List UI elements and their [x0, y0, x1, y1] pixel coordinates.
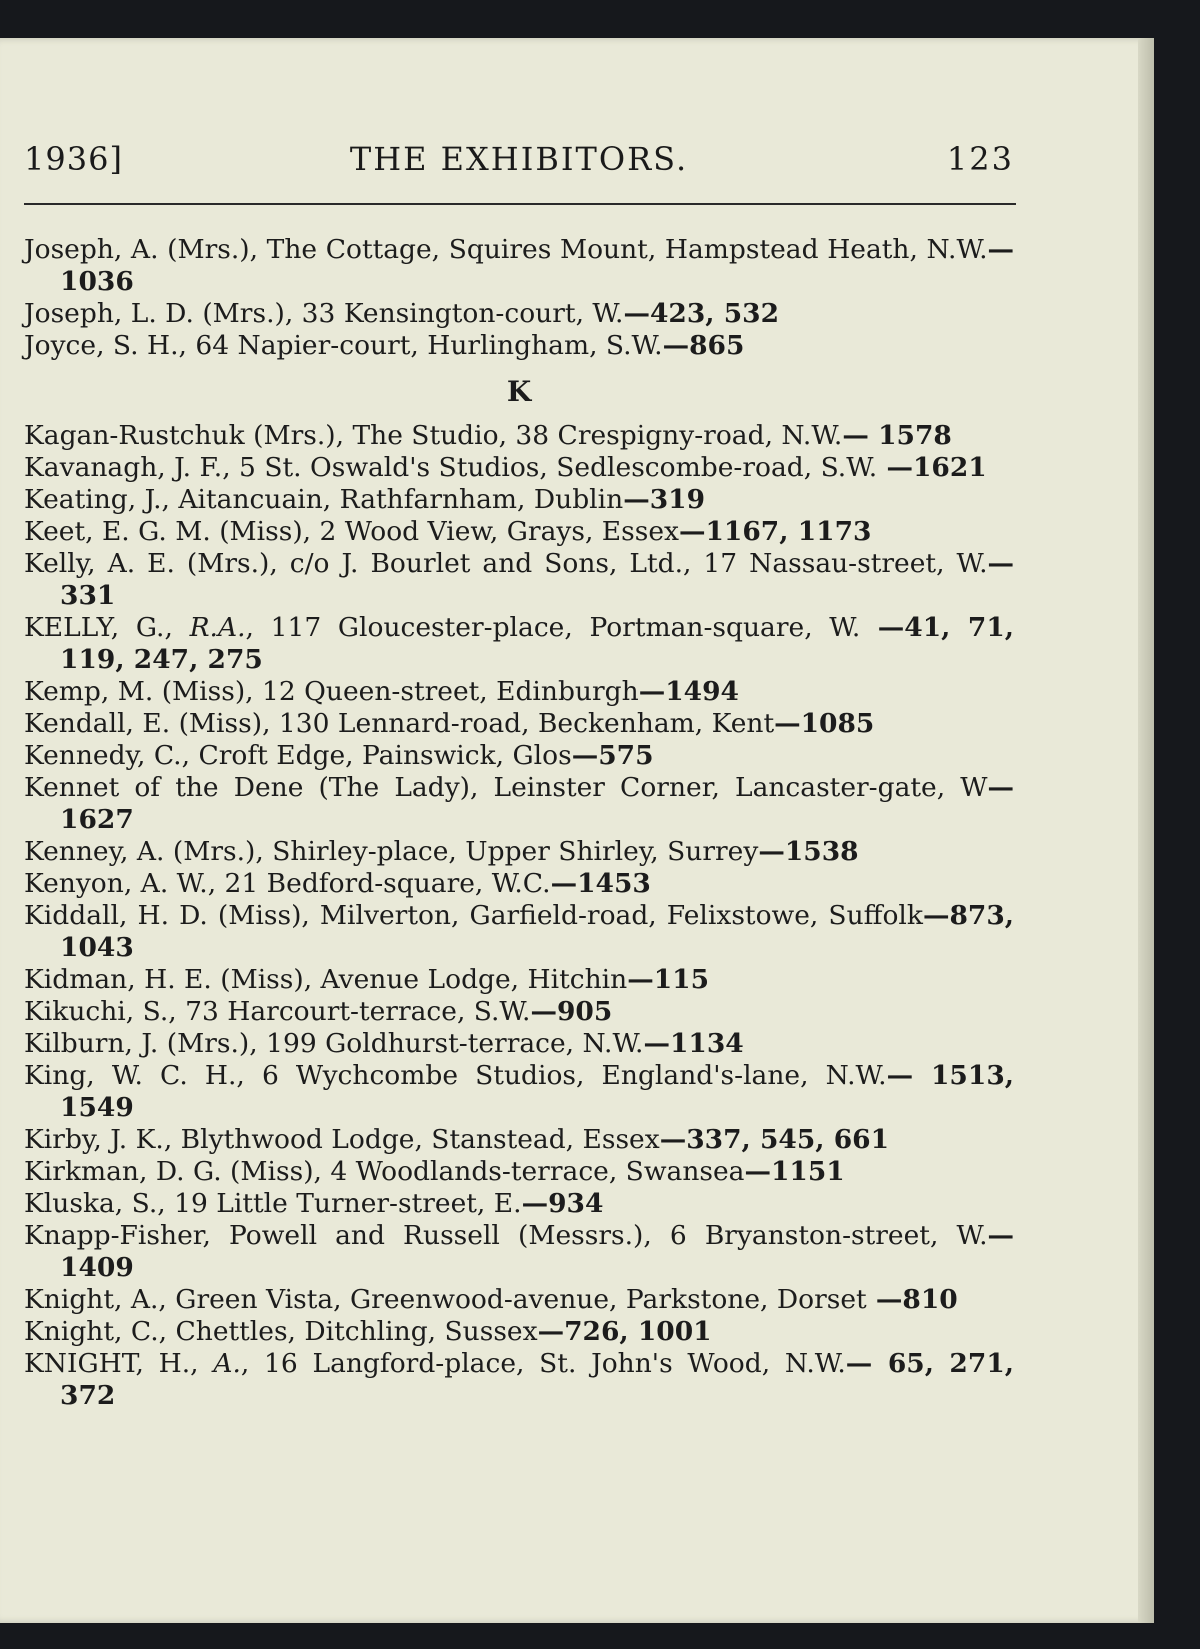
list-item: Kennet of the Dene (The Lady), Leinster Corner, Lancaster-gate, W—1627 [24, 772, 1014, 835]
list-item: Kiddall, H. D. (Miss), Milverton, Garfield-road, Felixstowe, Suffolk—873, 1043 [24, 900, 1014, 963]
list-item: Joyce, S. H., 64 Napier-court, Hurlingham, S.W.—865 [24, 330, 745, 361]
list-item: KELLY, G., R.A., 117 Gloucester-place, Portman-square, W. —41, 71, 119, 247, 275 [24, 612, 1014, 675]
list-item: Knight, C., Chettles, Ditchling, Sussex—726, 1001 [24, 1316, 712, 1347]
list-item: Kendall, E. (Miss), 130 Lennard-road, Beckenham, Kent—1085 [24, 708, 875, 739]
exhibitor-list [24, 234, 1014, 1412]
list-item: Kelly, A. E. (Mrs.), c/o J. Bourlet and Sons, Ltd., 17 Nassau-street, W.—331 [24, 548, 1014, 611]
list-item: Kluska, S., 19 Little Turner-street, E.—934 [24, 1188, 604, 1219]
list-item: Kagan-Rustchuk (Mrs.), The Studio, 38 Crespigny-road, N.W.— 1578 [24, 420, 952, 451]
list-item: Kavanagh, J. F., 5 St. Oswald's Studios, Sedlescombe-road, S.W. —1621 [24, 452, 987, 483]
list-item: Kirby, J. K., Blythwood Lodge, Stanstead, Essex—337, 545, 661 [24, 1124, 890, 1155]
list-item: Kikuchi, S., 73 Harcourt-terrace, S.W.—905 [24, 996, 613, 1027]
list-item: Kenney, A. (Mrs.), Shirley-place, Upper Shirley, Surrey—1538 [24, 836, 859, 867]
list-item: King, W. C. H., 6 Wychcombe Studios, England's-lane, N.W.— 1513, 1549 [24, 1060, 1014, 1123]
list-item: Kenyon, A. W., 21 Bedford-square, W.C.—1453 [24, 868, 651, 899]
list-item: Keet, E. G. M. (Miss), 2 Wood View, Grays, Essex—1167, 1173 [24, 516, 872, 547]
header-year: 1936] [24, 140, 123, 178]
list-item: Joseph, A. (Mrs.), The Cottage, Squires Mount, Hampstead Heath, N.W.—1036 [24, 234, 1014, 297]
list-item: Kidman, H. E. (Miss), Avenue Lodge, Hitchin—115 [24, 964, 710, 995]
list-item: Keating, J., Aitancuain, Rathfarnham, Dublin—319 [24, 484, 706, 515]
running-header [24, 132, 1014, 182]
list-item: KNIGHT, H., A., 16 Langford-place, St. John's Wood, N.W.— 65, 271, 372 [24, 1348, 1014, 1411]
list-item: Kilburn, J. (Mrs.), 199 Goldhurst-terrace, N.W.—1134 [24, 1028, 744, 1059]
section-heading-k: K [506, 375, 532, 408]
page-title: THE EXHIBITORS. [349, 140, 689, 178]
list-item: Knight, A., Green Vista, Greenwood-avenue, Parkstone, Dorset —810 [24, 1284, 958, 1315]
list-item: Knapp-Fisher, Powell and Russell (Messrs.), 6 Bryanston-street, W.—1409 [24, 1220, 1014, 1283]
page-number: 123 [946, 140, 1014, 178]
list-item: Kennedy, C., Croft Edge, Painswick, Glos—575 [24, 740, 654, 771]
list-item: Joseph, L. D. (Mrs.), 33 Kensington-court, W.—423, 532 [24, 298, 780, 329]
page-edge [1138, 38, 1154, 1623]
list-item: Kirkman, D. G. (Miss), 4 Woodlands-terrace, Swansea—1151 [24, 1156, 845, 1187]
header-rule [24, 203, 1016, 205]
list-item: Kemp, M. (Miss), 12 Queen-street, Edinburgh—1494 [24, 676, 739, 707]
